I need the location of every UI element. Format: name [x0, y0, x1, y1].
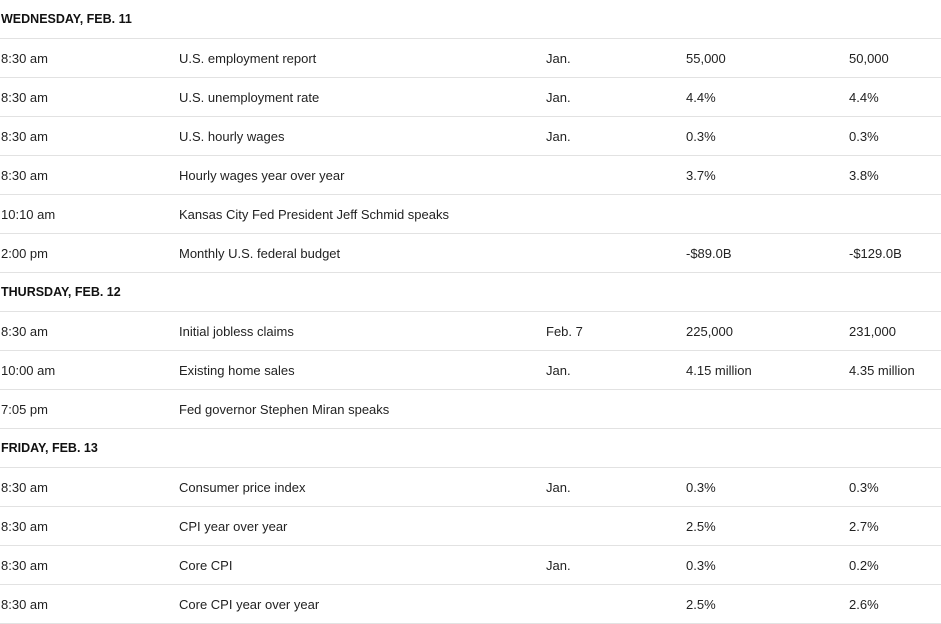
event-time: 2:00 pm [0, 234, 178, 273]
table-row [0, 195, 941, 234]
event-period [545, 234, 685, 273]
event-previous: 0.3% [848, 468, 941, 507]
event-report: CPI year over year [178, 507, 545, 546]
day-heading: FRIDAY, FEB. 13 [0, 429, 941, 468]
event-period: Jan. [545, 117, 685, 156]
day-heading: WEDNESDAY, FEB. 11 [0, 0, 941, 39]
event-report: Core CPI year over year [178, 585, 545, 624]
event-report: Fed governor Stephen Miran speaks [178, 390, 545, 429]
event-period [545, 156, 685, 195]
event-report: Hourly wages year over year [178, 156, 545, 195]
event-forecast: 2.5% [685, 585, 848, 624]
event-time: 8:30 am [0, 507, 178, 546]
event-report: Initial jobless claims [178, 312, 545, 351]
event-report: Kansas City Fed President Jeff Schmid speaks [178, 195, 545, 234]
event-period [545, 507, 685, 546]
event-report: U.S. employment report [178, 39, 545, 78]
event-previous: 0.2% [848, 546, 941, 585]
event-forecast: 2.5% [685, 507, 848, 546]
table-row [0, 507, 941, 546]
event-time: 8:30 am [0, 585, 178, 624]
event-period: Feb. 7 [545, 312, 685, 351]
event-time: 8:30 am [0, 39, 178, 78]
event-forecast: 0.3% [685, 117, 848, 156]
event-previous: 50,000 [848, 39, 941, 78]
day-header-row [0, 273, 941, 312]
event-period: Jan. [545, 78, 685, 117]
table-row [0, 351, 941, 390]
day-heading: THURSDAY, FEB. 12 [0, 273, 941, 312]
event-previous: 3.8% [848, 156, 941, 195]
event-previous: 4.35 million [848, 351, 941, 390]
event-time: 8:30 am [0, 156, 178, 195]
table-row [0, 585, 941, 624]
event-period [545, 195, 685, 234]
event-previous: -$129.0B [848, 234, 941, 273]
event-time: 10:10 am [0, 195, 178, 234]
event-previous: 231,000 [848, 312, 941, 351]
event-period: Jan. [545, 468, 685, 507]
event-previous: 0.3% [848, 117, 941, 156]
table-row [0, 39, 941, 78]
event-forecast: 4.4% [685, 78, 848, 117]
event-forecast: 4.15 million [685, 351, 848, 390]
event-report: Consumer price index [178, 468, 545, 507]
event-previous: 4.4% [848, 78, 941, 117]
event-period: Jan. [545, 546, 685, 585]
table-row [0, 156, 941, 195]
event-forecast: 0.3% [685, 468, 848, 507]
table-row [0, 234, 941, 273]
event-period [545, 585, 685, 624]
event-forecast [685, 195, 848, 234]
event-period [545, 390, 685, 429]
table-row [0, 78, 941, 117]
event-previous: 2.7% [848, 507, 941, 546]
table-row [0, 390, 941, 429]
event-time: 8:30 am [0, 117, 178, 156]
event-previous [848, 390, 941, 429]
event-forecast: 55,000 [685, 39, 848, 78]
day-header-row [0, 0, 941, 39]
event-time: 8:30 am [0, 546, 178, 585]
event-forecast: 3.7% [685, 156, 848, 195]
event-forecast: 225,000 [685, 312, 848, 351]
event-report: Core CPI [178, 546, 545, 585]
day-header-row [0, 429, 941, 468]
event-report: Existing home sales [178, 351, 545, 390]
event-previous [848, 195, 941, 234]
event-forecast: -$89.0B [685, 234, 848, 273]
event-forecast [685, 390, 848, 429]
event-previous: 2.6% [848, 585, 941, 624]
event-time: 8:30 am [0, 468, 178, 507]
event-report: U.S. unemployment rate [178, 78, 545, 117]
event-period: Jan. [545, 39, 685, 78]
table-row [0, 468, 941, 507]
table-row [0, 117, 941, 156]
table-row [0, 546, 941, 585]
event-time: 10:00 am [0, 351, 178, 390]
event-time: 7:05 pm [0, 390, 178, 429]
event-period: Jan. [545, 351, 685, 390]
event-report: U.S. hourly wages [178, 117, 545, 156]
event-report: Monthly U.S. federal budget [178, 234, 545, 273]
event-time: 8:30 am [0, 78, 178, 117]
event-time: 8:30 am [0, 312, 178, 351]
table-row [0, 312, 941, 351]
event-forecast: 0.3% [685, 546, 848, 585]
